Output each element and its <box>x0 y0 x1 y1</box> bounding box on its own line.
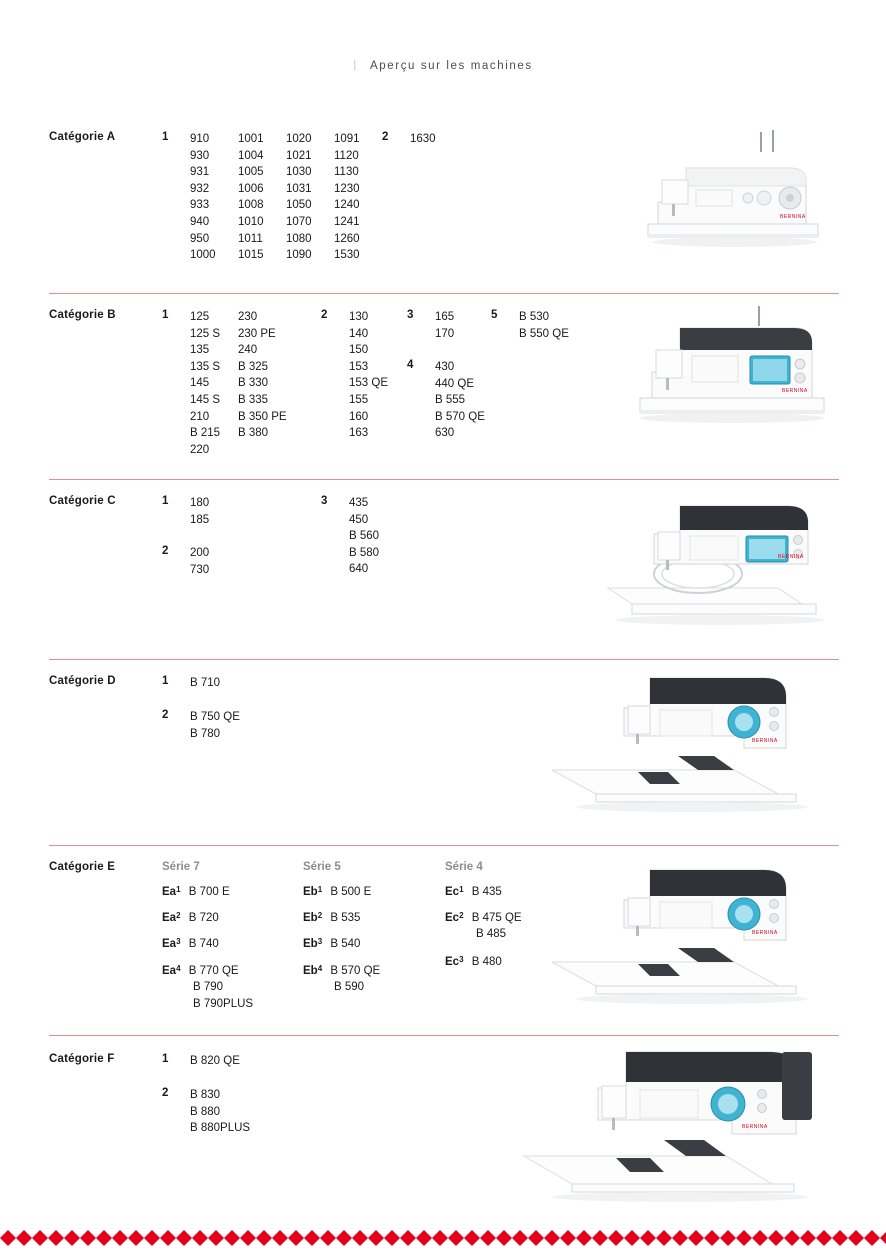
e-sup: 1 <box>317 885 323 894</box>
model: 1001 <box>238 133 264 145</box>
group-column <box>190 1087 250 1137</box>
e-row-ea4 <box>162 964 239 977</box>
model: B 570 QE <box>330 965 381 977</box>
model: 1630 <box>410 133 436 145</box>
model: B 560 <box>349 530 380 543</box>
group-column <box>190 131 216 264</box>
category-label-a: Catégorie A <box>49 131 116 143</box>
e-sup: 2 <box>459 911 464 920</box>
model: 1240 <box>334 199 360 212</box>
group-number: 1 <box>162 675 169 687</box>
footer-zigzag-band <box>0 1224 886 1250</box>
model: B 880 <box>190 1105 221 1118</box>
model: 125 <box>190 311 210 323</box>
model: 910 <box>190 133 210 145</box>
model: 1000 <box>190 249 216 262</box>
model: 125 S <box>190 327 221 340</box>
model: B 555 <box>435 394 466 407</box>
model: 135 <box>190 344 210 357</box>
group-column <box>190 495 209 528</box>
group-number: 2 <box>162 545 169 557</box>
svg-text:BERNINA: BERNINA <box>782 388 808 394</box>
sewing-machine-category-b <box>632 300 840 450</box>
sewing-machine-category-a <box>640 128 840 268</box>
group-column <box>349 309 388 442</box>
model: 1006 <box>238 182 264 195</box>
model: 1130 <box>334 166 359 179</box>
model: 730 <box>190 563 210 576</box>
model: 1020 <box>286 133 312 145</box>
model: 1530 <box>334 249 360 262</box>
model: 1050 <box>286 199 312 212</box>
header-divider: | <box>353 57 358 71</box>
category-label-e: Catégorie E <box>49 861 116 873</box>
svg-text:BERNINA: BERNINA <box>780 214 806 220</box>
model: B 380 <box>238 427 269 440</box>
model: B 570 QE <box>435 410 485 423</box>
group-column <box>435 309 454 342</box>
model: 931 <box>190 166 210 179</box>
model: B 740 <box>188 938 219 950</box>
group-number: 3 <box>321 495 328 507</box>
model: 440 QE <box>435 377 474 390</box>
group-column <box>410 131 436 148</box>
group-number: 1 <box>162 309 169 321</box>
model: 940 <box>190 215 210 228</box>
model: B 780 <box>190 727 221 740</box>
model: 210 <box>190 410 210 423</box>
model: B 820 QE <box>190 1055 240 1067</box>
section-divider <box>49 845 839 846</box>
group-number: 2 <box>162 1087 169 1099</box>
model: 950 <box>190 232 210 245</box>
model: B 330 <box>238 377 269 390</box>
model: 240 <box>238 344 258 357</box>
model: 200 <box>190 547 210 559</box>
group-column <box>286 131 312 264</box>
model: 140 <box>349 327 369 340</box>
group-column <box>190 1053 240 1070</box>
model: 1030 <box>286 166 312 179</box>
e-sup: 2 <box>317 911 323 920</box>
model: 135 S <box>190 360 221 373</box>
model: 450 <box>349 513 369 526</box>
serie-head-5: Série 5 <box>303 861 341 873</box>
section-divider <box>49 479 839 480</box>
e-code: Ea <box>162 886 177 898</box>
e-code: Eb <box>303 886 318 898</box>
group-column <box>349 495 379 578</box>
serie-head-7: Série 7 <box>162 861 200 873</box>
model: 155 <box>349 393 369 406</box>
embroidery-machine-category-c <box>570 488 842 648</box>
model: 180 <box>190 497 210 509</box>
model: 1241 <box>334 215 360 228</box>
group-number: 3 <box>407 309 414 321</box>
model: 130 <box>349 311 369 323</box>
svg-text:BERNINA: BERNINA <box>742 1124 768 1130</box>
model: 1011 <box>238 232 263 245</box>
model: 1070 <box>286 215 312 228</box>
model: 1091 <box>334 133 360 145</box>
model: 1260 <box>334 232 360 245</box>
group-column <box>190 309 220 458</box>
group-column <box>190 675 220 692</box>
model: 145 S <box>190 393 221 406</box>
model: 170 <box>435 327 455 340</box>
category-label-c: Catégorie C <box>49 495 116 507</box>
group-column <box>238 131 264 264</box>
model: 1004 <box>238 149 264 162</box>
model: 153 <box>349 360 369 373</box>
e-extra: B 790PLUS <box>193 998 254 1010</box>
model: B 540 <box>330 938 361 950</box>
embroidery-machine-category-d <box>528 660 844 820</box>
e-row-ea3 <box>162 937 219 950</box>
model: B 325 <box>238 360 269 373</box>
e-sup: 2 <box>176 911 181 920</box>
group-column <box>190 545 209 578</box>
model: 1005 <box>238 166 264 179</box>
e-code: Eb <box>303 965 318 977</box>
model: B 475 QE <box>471 912 522 924</box>
group-column <box>519 309 569 342</box>
e-code: Ec <box>445 886 460 898</box>
model: 1031 <box>286 182 312 195</box>
e-code: Eb <box>303 938 318 950</box>
model: B 880PLUS <box>190 1122 251 1135</box>
page-title: Aperçu sur les machines <box>370 60 533 72</box>
e-sup: 4 <box>317 964 323 973</box>
model: B 335 <box>238 393 269 406</box>
e-row-ec2 <box>445 911 522 924</box>
e-sup: 1 <box>176 885 181 894</box>
model: 153 QE <box>349 377 388 390</box>
svg-text:BERNINA: BERNINA <box>778 554 804 560</box>
model: 150 <box>349 344 369 357</box>
category-label-d: Catégorie D <box>49 675 116 687</box>
group-number: 1 <box>162 495 169 507</box>
e-row-ec3 <box>445 955 502 968</box>
group-number: 1 <box>162 131 169 143</box>
e-extra: B 485 <box>476 928 507 940</box>
model: 1010 <box>238 215 264 228</box>
e-sup: 1 <box>459 885 464 894</box>
e-code: Eb <box>303 912 318 924</box>
model: 1230 <box>334 182 360 195</box>
model: B 710 <box>190 677 221 689</box>
e-sup: 3 <box>176 937 181 946</box>
model: 930 <box>190 149 210 162</box>
group-number: 2 <box>321 309 328 321</box>
model: B 700 E <box>188 886 230 898</box>
e-extra: B 790 <box>193 981 224 993</box>
model: 163 <box>349 427 369 440</box>
e-row-ea1 <box>162 885 230 898</box>
model: B 770 QE <box>188 965 239 977</box>
e-extra: B 590 <box>334 981 365 993</box>
group-number: 1 <box>162 1053 169 1065</box>
e-sup: 3 <box>317 937 323 946</box>
model: B 535 <box>330 912 361 924</box>
section-divider <box>49 1035 839 1036</box>
embroidery-machine-category-f <box>500 1038 852 1210</box>
model: 430 <box>435 361 455 373</box>
group-column <box>238 309 287 442</box>
model: 220 <box>190 443 210 456</box>
category-label-b: Catégorie B <box>49 309 116 321</box>
model: 1090 <box>286 249 312 262</box>
model: 145 <box>190 377 210 390</box>
model: B 435 <box>471 886 502 898</box>
model: 932 <box>190 182 210 195</box>
model: 1120 <box>334 149 359 162</box>
model: 640 <box>349 563 369 576</box>
e-row-eb3 <box>303 937 360 950</box>
e-sup: 4 <box>176 964 181 973</box>
group-number: 2 <box>382 131 389 143</box>
group-number: 4 <box>407 359 414 371</box>
e-code: Ea <box>162 938 177 950</box>
group-column <box>334 131 360 264</box>
svg-text:BERNINA: BERNINA <box>752 930 778 936</box>
model: B 580 <box>349 546 380 559</box>
e-code: Ea <box>162 912 177 924</box>
group-number: 2 <box>162 709 169 721</box>
model: 230 <box>238 311 258 323</box>
section-divider <box>49 293 839 294</box>
category-label-f: Catégorie F <box>49 1053 115 1065</box>
e-row-eb2 <box>303 911 360 924</box>
model: B 830 <box>190 1089 221 1101</box>
model: 630 <box>435 427 455 440</box>
group-column <box>435 359 485 442</box>
model: 230 PE <box>238 327 276 340</box>
e-row-ec1 <box>445 885 502 898</box>
model: B 480 <box>471 956 502 968</box>
model: B 720 <box>188 912 219 924</box>
svg-text:BERNINA: BERNINA <box>752 738 778 744</box>
group-column <box>190 709 240 742</box>
model: 933 <box>190 199 210 212</box>
model: B 550 QE <box>519 327 569 340</box>
model: 1021 <box>286 149 312 162</box>
page-header <box>0 56 886 74</box>
model: 1008 <box>238 199 264 212</box>
embroidery-machine-category-e <box>528 852 844 1012</box>
model: B 215 <box>190 427 221 440</box>
e-row-ea2 <box>162 911 219 924</box>
model: 1015 <box>238 249 264 262</box>
e-row-eb4 <box>303 964 380 977</box>
model: 165 <box>435 311 455 323</box>
model: 1080 <box>286 232 312 245</box>
e-code: Ec <box>445 956 460 968</box>
e-row-eb1 <box>303 885 371 898</box>
header-inner <box>353 57 532 72</box>
group-number: 5 <box>491 309 498 321</box>
model: B 530 <box>519 311 550 323</box>
model: 435 <box>349 497 369 509</box>
e-sup: 3 <box>459 955 464 964</box>
model: 160 <box>349 410 369 423</box>
e-code: Ea <box>162 965 177 977</box>
e-code: Ec <box>445 912 460 924</box>
model: B 500 E <box>330 886 372 898</box>
model: 185 <box>190 513 210 526</box>
model: B 750 QE <box>190 711 240 723</box>
serie-head-4: Série 4 <box>445 861 483 873</box>
model: B 350 PE <box>238 410 287 423</box>
